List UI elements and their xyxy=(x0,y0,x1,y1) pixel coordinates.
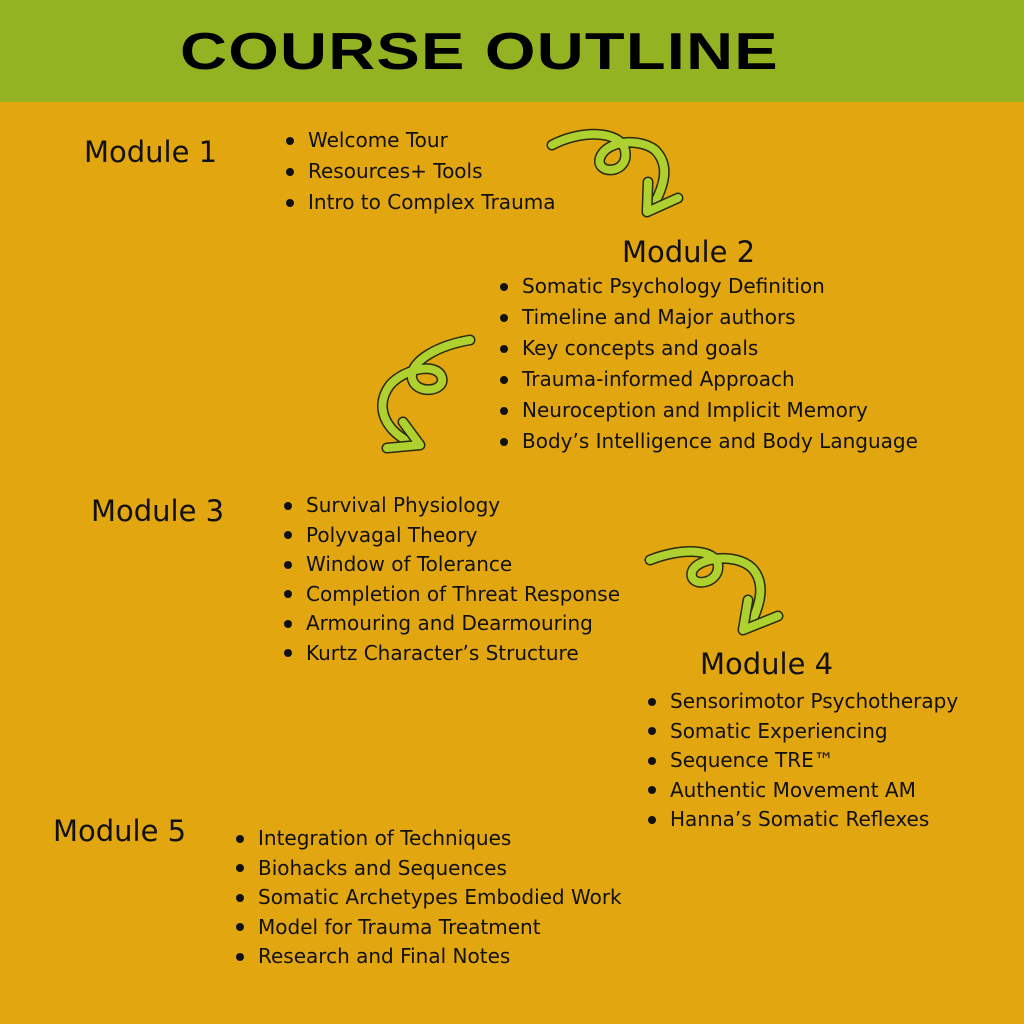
list-item: Somatic Experiencing xyxy=(646,717,958,747)
list-item: Kurtz Character’s Structure xyxy=(282,639,620,669)
list-item: Timeline and Major authors xyxy=(498,302,918,333)
curly-arrow-icon xyxy=(640,540,790,640)
page-title: COURSE OUTLINE xyxy=(180,23,779,81)
module-3-list xyxy=(282,491,620,668)
list-item: Survival Physiology xyxy=(282,491,620,521)
header-banner xyxy=(0,0,1024,102)
list-item: Research and Final Notes xyxy=(234,942,622,972)
list-item: Intro to Complex Trauma xyxy=(284,187,555,218)
list-item: Neuroception and Implicit Memory xyxy=(498,395,918,426)
list-item: Hanna’s Somatic Reflexes xyxy=(646,805,958,835)
list-item: Somatic Psychology Definition xyxy=(498,271,918,302)
list-item: Sensorimotor Psychotherapy xyxy=(646,687,958,717)
list-item: Body’s Intelligence and Body Language xyxy=(498,426,918,457)
module-2-list xyxy=(498,271,918,457)
module-2-label: Module 2 xyxy=(622,235,756,269)
module-4-list xyxy=(646,687,958,835)
module-5-list xyxy=(234,824,622,972)
list-item: Somatic Archetypes Embodied Work xyxy=(234,883,622,913)
list-item: Integration of Techniques xyxy=(234,824,622,854)
list-item: Authentic Movement AM xyxy=(646,776,958,806)
curly-arrow-icon xyxy=(360,330,490,460)
module-5-label: Module 5 xyxy=(53,814,187,848)
list-item: Window of Tolerance xyxy=(282,550,620,580)
list-item: Trauma-informed Approach xyxy=(498,364,918,395)
list-item: Completion of Threat Response xyxy=(282,580,620,610)
curly-arrow-icon xyxy=(540,120,700,230)
list-item: Resources+ Tools xyxy=(284,156,555,187)
list-item: Sequence TRE™ xyxy=(646,746,958,776)
list-item: Armouring and Dearmouring xyxy=(282,609,620,639)
module-1-list xyxy=(284,125,555,218)
list-item: Key concepts and goals xyxy=(498,333,918,364)
module-1-label: Module 1 xyxy=(84,135,218,169)
module-4-label: Module 4 xyxy=(700,647,834,681)
list-item: Polyvagal Theory xyxy=(282,521,620,551)
list-item: Welcome Tour xyxy=(284,125,555,156)
list-item: Model for Trauma Treatment xyxy=(234,913,622,943)
list-item: Biohacks and Sequences xyxy=(234,854,622,884)
module-3-label: Module 3 xyxy=(91,494,225,528)
